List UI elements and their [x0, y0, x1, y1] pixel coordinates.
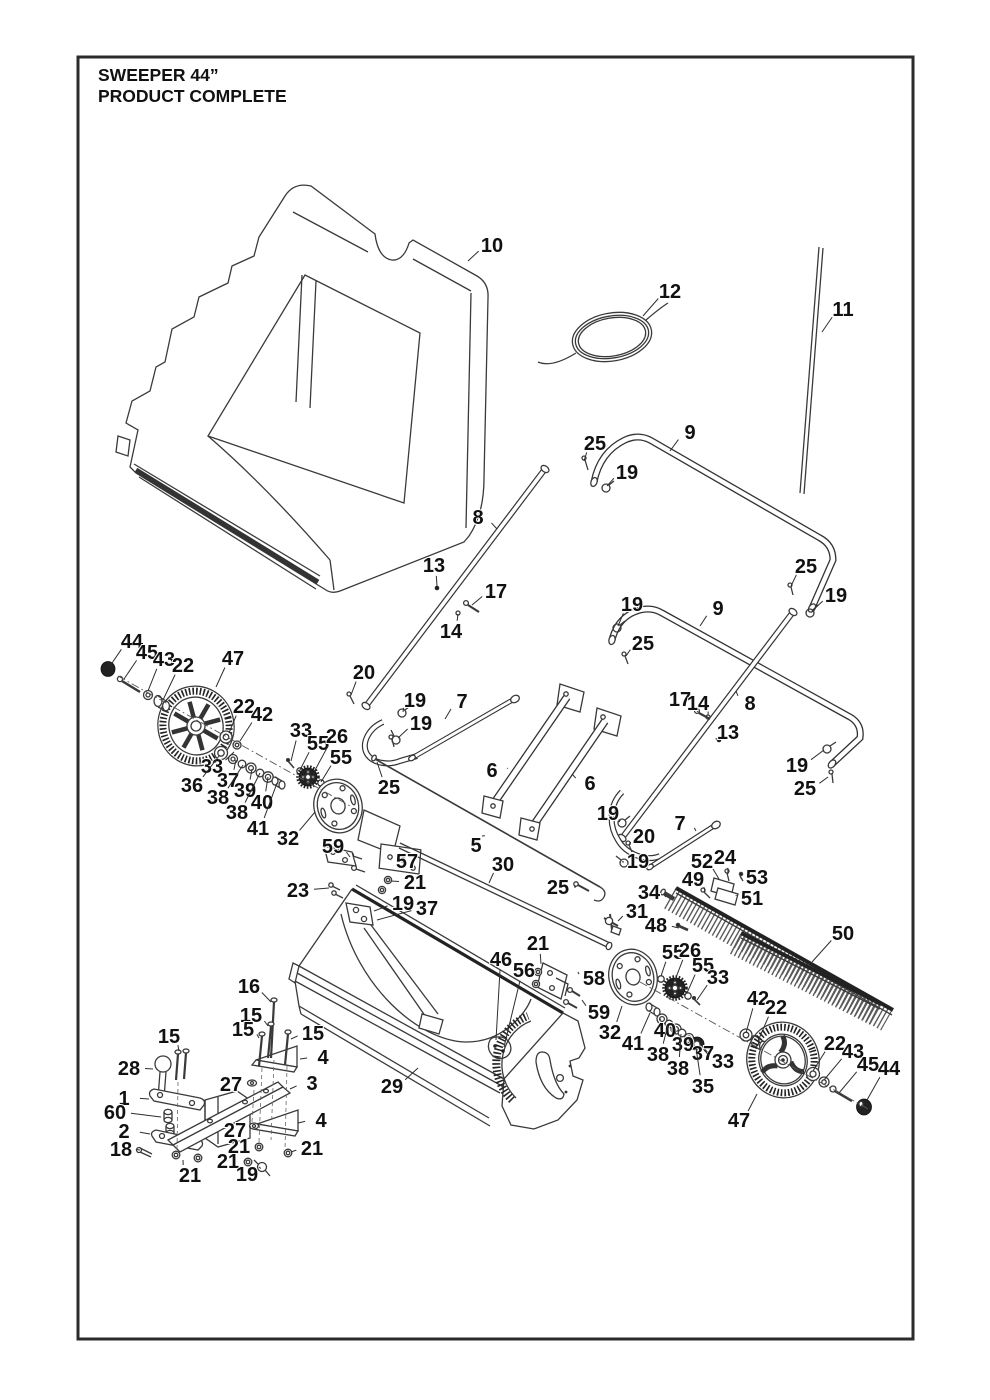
- callout-leader: [812, 941, 831, 963]
- callout-leader: [216, 668, 225, 688]
- callout-46: 46: [489, 949, 513, 971]
- callout-59: 59: [587, 1002, 611, 1024]
- callout-60: 60: [103, 1102, 127, 1124]
- callout-leader: [148, 669, 157, 691]
- callout-14: 14: [686, 693, 710, 715]
- callout-18: 18: [109, 1139, 133, 1161]
- diagram-title-line2: PRODUCT COMPLETE: [98, 86, 287, 106]
- callout-56: 56: [512, 960, 536, 982]
- callout-38: 38: [646, 1044, 670, 1066]
- callout-leader: [140, 1098, 149, 1099]
- callout-leader: [736, 691, 738, 696]
- callout-leader: [314, 888, 329, 889]
- callout-15: 15: [157, 1026, 181, 1048]
- callout-leader: [290, 1086, 297, 1089]
- callout-43: 43: [841, 1041, 865, 1063]
- callout-39: 39: [233, 780, 257, 802]
- callout-35: 35: [691, 1076, 715, 1098]
- callout-49: 49: [681, 869, 705, 891]
- callout-21: 21: [178, 1165, 202, 1187]
- callout-13: 13: [716, 722, 740, 744]
- callout-leader: [391, 881, 399, 882]
- callout-33: 33: [711, 1051, 735, 1073]
- callout-leader: [811, 750, 824, 760]
- callout-19: 19: [824, 585, 848, 607]
- callout-40: 40: [250, 792, 274, 814]
- callout-22: 22: [232, 696, 256, 718]
- callout-7: 7: [674, 813, 686, 835]
- callout-33: 33: [706, 967, 730, 989]
- callout-leader: [398, 729, 408, 738]
- callout-leader: [300, 1058, 307, 1059]
- callout-23: 23: [286, 880, 310, 902]
- hopper-bag-10: [116, 185, 488, 592]
- callout-19: 19: [785, 755, 809, 777]
- callout-52: 52: [690, 851, 714, 873]
- callout-47: 47: [221, 648, 245, 670]
- callout-24: 24: [713, 847, 737, 869]
- callout-leader: [300, 812, 316, 830]
- callout-37: 37: [691, 1043, 715, 1065]
- callout-21: 21: [403, 872, 427, 894]
- callout-38: 38: [666, 1058, 690, 1080]
- callout-34: 34: [637, 882, 661, 904]
- callout-leader: [262, 993, 271, 1003]
- callout-12: 12: [658, 281, 682, 303]
- callout-leader: [492, 523, 498, 529]
- callout-20: 20: [632, 826, 656, 848]
- diagram-title-line1: SWEEPER 44”: [98, 65, 219, 85]
- callout-55: 55: [306, 733, 330, 755]
- callout-26: 26: [325, 726, 349, 748]
- callout-29: 29: [380, 1076, 404, 1098]
- callout-50: 50: [831, 923, 855, 945]
- callout-41: 41: [621, 1033, 645, 1055]
- callout-44: 44: [877, 1058, 901, 1080]
- callout-25: 25: [793, 778, 817, 800]
- callout-19: 19: [596, 803, 620, 825]
- callout-25: 25: [377, 777, 401, 799]
- callout-42: 42: [250, 704, 274, 726]
- callout-19: 19: [403, 690, 427, 712]
- callout-47: 47: [727, 1110, 751, 1132]
- callout-37: 37: [216, 770, 240, 792]
- callout-22: 22: [823, 1033, 847, 1055]
- callout-5: 5: [470, 835, 482, 857]
- callout-21: 21: [216, 1151, 240, 1173]
- callout-leader: [822, 317, 832, 332]
- callout-41: 41: [246, 818, 270, 840]
- callout-19: 19: [409, 713, 433, 735]
- callout-17: 17: [484, 581, 508, 603]
- drive-cable-12: [538, 303, 668, 368]
- callout-leader: [618, 916, 623, 921]
- callout-28: 28: [117, 1058, 141, 1080]
- callout-25: 25: [583, 433, 607, 455]
- callout-leader: [572, 774, 576, 778]
- callout-leader: [582, 1000, 586, 1006]
- callout-44: 44: [120, 631, 144, 653]
- callout-19: 19: [626, 851, 650, 873]
- callout-20: 20: [352, 662, 376, 684]
- callout-leader: [507, 768, 508, 769]
- callout-leader: [578, 972, 579, 974]
- callout-57: 57: [395, 851, 419, 873]
- support-brace-6-left: [482, 684, 584, 818]
- wheel-47-right: [737, 1013, 829, 1108]
- callout-8: 8: [744, 693, 756, 715]
- callout-leader: [694, 828, 696, 831]
- callout-31: 31: [625, 901, 649, 923]
- callout-leader: [472, 597, 482, 606]
- callout-leader: [124, 660, 137, 679]
- callout-26: 26: [678, 940, 702, 962]
- callout-36: 36: [180, 775, 204, 797]
- callout-43: 43: [152, 649, 176, 671]
- callout-leader: [298, 1121, 305, 1123]
- handle-rod-11: [800, 247, 823, 494]
- callout-leader: [819, 777, 828, 783]
- callout-25: 25: [631, 633, 655, 655]
- callout-leader: [643, 299, 658, 317]
- callout-30: 30: [491, 854, 515, 876]
- callout-leader: [697, 985, 707, 1000]
- callout-32: 32: [276, 828, 300, 850]
- callout-48: 48: [644, 915, 668, 937]
- callout-59: 59: [321, 836, 345, 858]
- callout-leader: [748, 1094, 757, 1111]
- callout-53: 53: [745, 867, 769, 889]
- callout-6: 6: [584, 773, 596, 795]
- callout-8: 8: [472, 507, 484, 529]
- callout-55: 55: [661, 942, 685, 964]
- callout-32: 32: [598, 1022, 622, 1044]
- callout-leader: [687, 975, 695, 993]
- callout-13: 13: [422, 555, 446, 577]
- callout-19: 19: [615, 462, 639, 484]
- callout-51: 51: [740, 888, 764, 910]
- callout-38: 38: [206, 787, 230, 809]
- callout-40: 40: [653, 1020, 677, 1042]
- callout-27: 27: [219, 1074, 243, 1096]
- callout-21: 21: [526, 933, 550, 955]
- callout-6: 6: [486, 760, 498, 782]
- hitch-assembly: [137, 998, 299, 1176]
- callout-25: 25: [546, 877, 570, 899]
- callout-10: 10: [480, 235, 504, 257]
- callout-15: 15: [231, 1019, 255, 1041]
- callout-leader: [700, 616, 707, 626]
- callout-25: 25: [794, 556, 818, 578]
- callout-39: 39: [671, 1034, 695, 1056]
- callout-leader: [496, 970, 500, 1040]
- callout-14: 14: [439, 621, 463, 643]
- callout-leader: [291, 1036, 298, 1039]
- callout-leader: [670, 440, 678, 451]
- callout-38: 38: [225, 802, 249, 824]
- callout-22: 22: [171, 655, 195, 677]
- callout-19: 19: [620, 594, 644, 616]
- callout-leader: [504, 981, 520, 1047]
- callout-leader: [839, 1072, 857, 1093]
- hardware-pins: [347, 456, 836, 867]
- disc-plate-32-right: [603, 944, 664, 1011]
- callout-17: 17: [668, 689, 692, 711]
- callout-leader: [641, 1013, 650, 1033]
- callout-11: 11: [832, 299, 854, 321]
- callout-45: 45: [856, 1054, 880, 1076]
- callout-33: 33: [200, 756, 224, 778]
- callout-9: 9: [712, 598, 724, 620]
- callout-42: 42: [746, 988, 770, 1010]
- callout-leader: [445, 709, 451, 719]
- callout-19: 19: [235, 1164, 259, 1186]
- callout-58: 58: [582, 968, 606, 990]
- callout-leader: [259, 1167, 261, 1169]
- callout-leader: [110, 649, 121, 666]
- callout-leader: [140, 1132, 150, 1134]
- callout-leader: [250, 1126, 251, 1127]
- callout-leader: [626, 650, 630, 656]
- callout-leader: [145, 1069, 153, 1070]
- callout-15: 15: [239, 1005, 263, 1027]
- callout-leader: [291, 741, 296, 762]
- callout-45: 45: [135, 642, 159, 664]
- callout-7: 7: [456, 691, 468, 713]
- callout-4: 4: [317, 1047, 329, 1069]
- callout-55: 55: [691, 955, 715, 977]
- callout-37: 37: [415, 898, 439, 920]
- callout-leader: [617, 1006, 622, 1022]
- callout-21: 21: [300, 1138, 324, 1160]
- callout-leader: [630, 842, 631, 845]
- callout-leader: [436, 576, 437, 586]
- callout-leader: [824, 1059, 842, 1080]
- callout-leader: [131, 1113, 161, 1117]
- callout-19: 19: [391, 893, 415, 915]
- callout-9: 9: [684, 422, 696, 444]
- callout-15: 15: [301, 1023, 325, 1045]
- callout-16: 16: [237, 976, 261, 998]
- callout-4: 4: [315, 1110, 327, 1132]
- callout-55: 55: [329, 747, 353, 769]
- callout-leader: [867, 1077, 880, 1100]
- callout-21: 21: [227, 1136, 251, 1158]
- callout-leader: [540, 954, 541, 964]
- callout-27: 27: [223, 1120, 247, 1142]
- callout-33: 33: [289, 720, 313, 742]
- callout-leader: [468, 251, 479, 261]
- callout-22: 22: [764, 997, 788, 1019]
- callout-2: 2: [118, 1121, 130, 1143]
- brush-housing-29: [289, 885, 585, 1129]
- handle-tube-8-left: [361, 464, 551, 711]
- callout-1: 1: [118, 1088, 130, 1110]
- callout-3: 3: [306, 1073, 318, 1095]
